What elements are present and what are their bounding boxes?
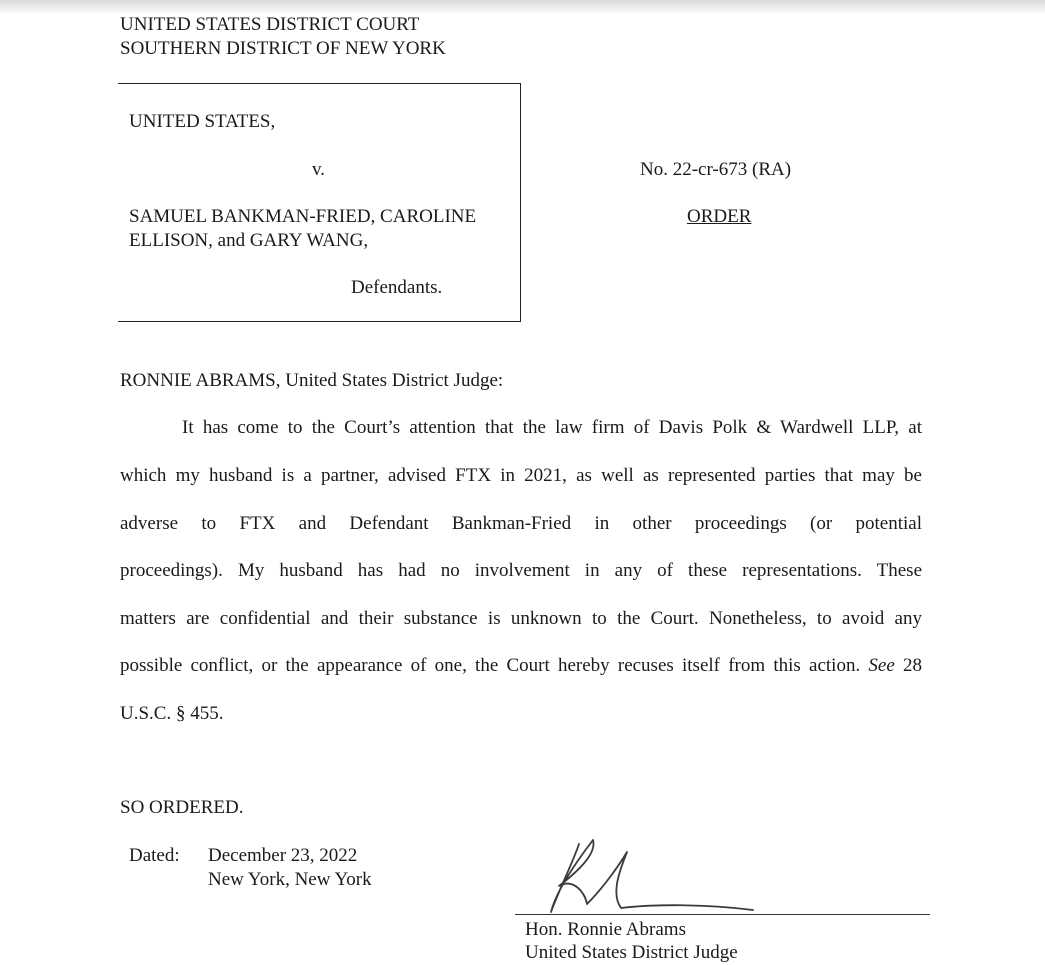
- so-ordered: SO ORDERED.: [120, 797, 244, 818]
- signature-line: [515, 914, 930, 915]
- signer-name: Hon. Ronnie Abrams: [525, 919, 686, 940]
- body-line-7: U.S.C. § 455.: [120, 703, 224, 724]
- body-line-5: matters are confidential and their substance is unknown to the Court. Nonetheless, to avoid any: [120, 608, 922, 629]
- court-name-line2: SOUTHERN DISTRICT OF NEW YORK: [120, 38, 446, 59]
- dated-place: New York, New York: [208, 869, 372, 890]
- plaintiff-name: UNITED STATES,: [129, 111, 276, 132]
- judge-heading: RONNIE ABRAMS, United States District Judge:: [120, 370, 504, 391]
- citation-title-number: 28: [903, 655, 923, 676]
- see-citation-signal: See: [868, 655, 895, 676]
- dated-date: December 23, 2022: [208, 845, 358, 866]
- defendants-label: Defendants.: [351, 277, 443, 298]
- case-number: No. 22-cr-673 (RA): [640, 159, 792, 180]
- body-line-2: which my husband is a partner, advised FTX in 2021, as well as represented parties that may be: [120, 465, 922, 486]
- dated-label: Dated:: [129, 845, 180, 866]
- document-title: ORDER: [687, 206, 752, 227]
- court-name-line1: UNITED STATES DISTRICT COURT: [120, 14, 420, 35]
- body-line-4: proceedings). My husband has had no involvement in any of these representations. These: [120, 560, 922, 581]
- defendants-line2: ELLISON, and GARY WANG,: [129, 230, 369, 251]
- top-shadow: [0, 0, 1045, 14]
- body-line-6: [120, 654, 922, 678]
- body-line-1: It has come to the Court’s attention that the law firm of Davis Polk & Wardwell LLP, at: [182, 417, 922, 438]
- judge-signature: [515, 832, 765, 918]
- body-line-3: adverse to FTX and Defendant Bankman-Fried in other proceedings (or potential: [120, 513, 922, 534]
- signer-title: United States District Judge: [525, 942, 738, 963]
- defendants-line1: SAMUEL BANKMAN-FRIED, CAROLINE: [129, 206, 477, 227]
- body-line-6-text: possible conflict, or the appearance of one, the Court hereby recuses itself from this action.: [120, 655, 861, 676]
- versus-label: v.: [312, 159, 326, 180]
